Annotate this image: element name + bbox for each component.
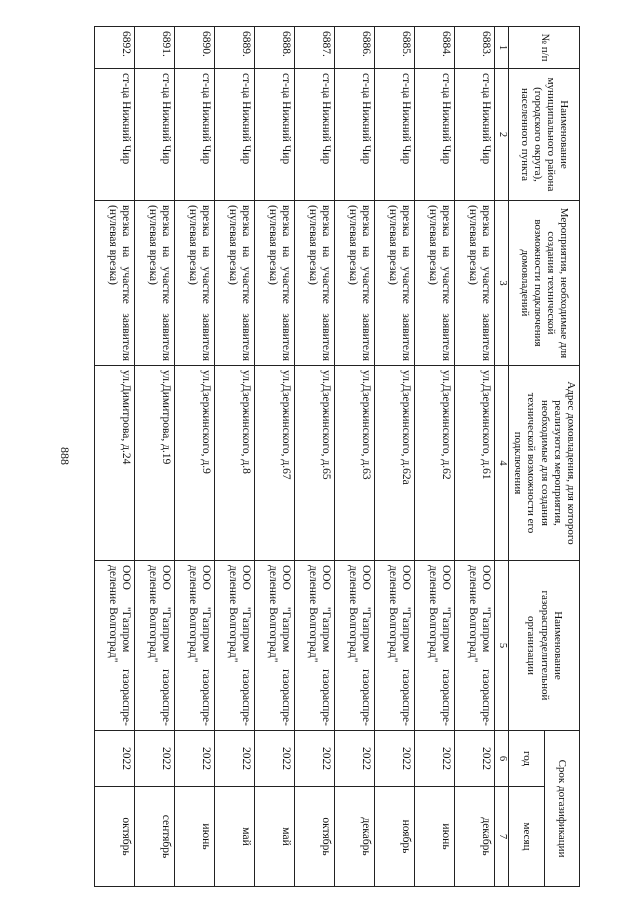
- row-number: 6885.: [375, 27, 415, 69]
- row-number: 6890.: [175, 27, 215, 69]
- header-year: год: [509, 731, 544, 787]
- row-number: 6883.: [455, 27, 495, 69]
- row-locality: ст-ца Нижний Чир: [135, 69, 175, 201]
- header-term: Срок догазификации: [544, 731, 579, 887]
- row-locality: ст-ца Нижний Чир: [455, 69, 495, 201]
- row-address: ул.Дзержинского, д.65: [295, 366, 335, 561]
- table-row: [335, 27, 375, 887]
- row-locality: ст-ца Нижний Чир: [415, 69, 455, 201]
- row-month: май: [255, 787, 295, 887]
- row-measure: врезка на участке заявителя (нулевая врезка): [135, 201, 175, 366]
- table-row: [95, 27, 135, 887]
- row-org: ООО "Газпром газораспре-деление Волгоград": [95, 561, 135, 731]
- row-measure: врезка на участке заявителя (нулевая врезка): [455, 201, 495, 366]
- row-number: 6891.: [135, 27, 175, 69]
- row-measure: врезка на участке заявителя (нулевая врезка): [335, 201, 375, 366]
- row-number: 6884.: [415, 27, 455, 69]
- row-month: октябрь: [295, 787, 335, 887]
- row-number: 6888.: [255, 27, 295, 69]
- header-month: месяц: [509, 787, 544, 887]
- row-address: ул.Дзержинского, д.63: [335, 366, 375, 561]
- row-org: ООО "Газпром газораспре-деление Волгоград": [335, 561, 375, 731]
- row-measure: врезка на участке заявителя (нулевая врезка): [415, 201, 455, 366]
- page-number: 888: [58, 447, 72, 465]
- table-row: [455, 27, 495, 887]
- row-year: 2022: [335, 731, 375, 787]
- column-numbers-row: [495, 27, 509, 887]
- header-org: Наименование газораспределительной организации: [509, 561, 580, 731]
- column-number: 6: [495, 731, 509, 787]
- row-org: ООО "Газпром газораспре-деление Волгоград": [455, 561, 495, 731]
- row-locality: ст-ца Нижний Чир: [95, 69, 135, 201]
- row-year: 2022: [295, 731, 335, 787]
- row-month: ноябрь: [375, 787, 415, 887]
- row-number: 6892.: [95, 27, 135, 69]
- row-measure: врезка на участке заявителя (нулевая врезка): [95, 201, 135, 366]
- row-org: ООО "Газпром газораспре-деление Волгоград": [375, 561, 415, 731]
- row-year: 2022: [135, 731, 175, 787]
- row-month: сентябрь: [135, 787, 175, 887]
- row-measure: врезка на участке заявителя (нулевая врезка): [375, 201, 415, 366]
- row-year: 2022: [95, 731, 135, 787]
- row-month: июнь: [415, 787, 455, 887]
- row-month: июнь: [175, 787, 215, 887]
- row-org: ООО "Газпром газораспре-деление Волгоград": [255, 561, 295, 731]
- table-row: [175, 27, 215, 887]
- table-row: [215, 27, 255, 887]
- column-number: 5: [495, 561, 509, 731]
- row-month: декабрь: [335, 787, 375, 887]
- row-year: 2022: [375, 731, 415, 787]
- row-month: октябрь: [95, 787, 135, 887]
- row-month: май: [215, 787, 255, 887]
- column-number: 2: [495, 69, 509, 201]
- row-month: декабрь: [455, 787, 495, 887]
- header-locality: Наименование муниципального района (городского округа), населенного пункта: [509, 69, 580, 201]
- column-number: 1: [495, 27, 509, 69]
- row-year: 2022: [455, 731, 495, 787]
- table-row: [375, 27, 415, 887]
- row-year: 2022: [175, 731, 215, 787]
- row-org: ООО "Газпром газораспре-деление Волгоград": [295, 561, 335, 731]
- row-address: ул.Дзержинского, д.62: [415, 366, 455, 561]
- row-measure: врезка на участке заявителя (нулевая врезка): [215, 201, 255, 366]
- row-number: 6889.: [215, 27, 255, 69]
- row-address: ул.Дзержинского, д.9: [175, 366, 215, 561]
- header-measure: Мероприятия, необходимые для создания технической возможности подключения домовладений: [509, 201, 580, 366]
- row-locality: ст-ца Нижний Чир: [215, 69, 255, 201]
- row-address: ул.Дзержинского, д.67: [255, 366, 295, 561]
- table-row: [255, 27, 295, 887]
- row-number: 6886.: [335, 27, 375, 69]
- table-row: [415, 27, 455, 887]
- column-number: 7: [495, 787, 509, 887]
- table-row: [135, 27, 175, 887]
- row-address: ул.Дзержинского, д.62а: [375, 366, 415, 561]
- row-locality: ст-ца Нижний Чир: [295, 69, 335, 201]
- row-address: ул.Димитрова, д.19: [135, 366, 175, 561]
- row-org: ООО "Газпром газораспре-деление Волгоград": [135, 561, 175, 731]
- rotated-document: [60, 26, 580, 886]
- column-number: 4: [495, 366, 509, 561]
- row-year: 2022: [415, 731, 455, 787]
- row-org: ООО "Газпром газораспре-деление Волгоград": [175, 561, 215, 731]
- header-address: Адрес домовладения, для которого реализуются мероприятия, необходимые для создания технической возможности его подключения: [509, 366, 580, 561]
- row-measure: врезка на участке заявителя (нулевая врезка): [255, 201, 295, 366]
- row-year: 2022: [255, 731, 295, 787]
- row-measure: врезка на участке заявителя (нулевая врезка): [175, 201, 215, 366]
- column-number: 3: [495, 201, 509, 366]
- row-locality: ст-ца Нижний Чир: [255, 69, 295, 201]
- table-row: [295, 27, 335, 887]
- row-address: ул.Дзержинского, д.61: [455, 366, 495, 561]
- row-org: ООО "Газпром газораспре-деление Волгоград": [415, 561, 455, 731]
- row-year: 2022: [215, 731, 255, 787]
- gasification-table: [94, 26, 580, 887]
- row-locality: ст-ца Нижний Чир: [175, 69, 215, 201]
- row-locality: ст-ца Нижний Чир: [335, 69, 375, 201]
- row-locality: ст-ца Нижний Чир: [375, 69, 415, 201]
- table-body: [95, 27, 495, 887]
- table-header: [495, 27, 580, 887]
- row-address: ул.Дзержинского, д.8: [215, 366, 255, 561]
- row-address: ул.Димитрова, д.24: [95, 366, 135, 561]
- row-org: ООО "Газпром газораспре-деление Волгоград": [215, 561, 255, 731]
- row-number: 6887.: [295, 27, 335, 69]
- header-num: № п/п: [509, 27, 580, 69]
- row-measure: врезка на участке заявителя (нулевая врезка): [295, 201, 335, 366]
